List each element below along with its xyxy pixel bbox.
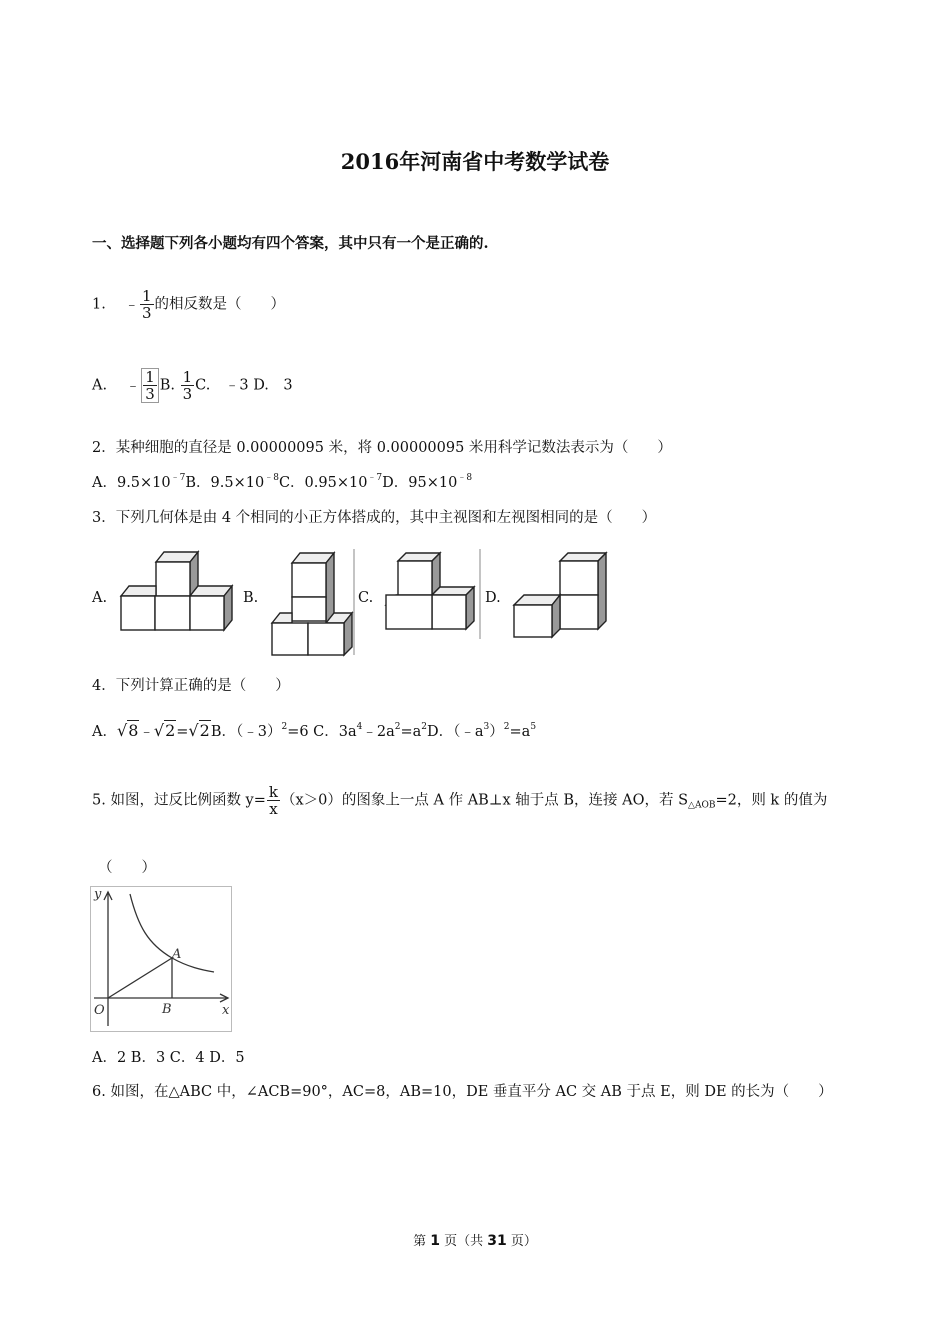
q4-optB-exp: 2	[281, 722, 288, 732]
sqrt-8: √8	[116, 721, 139, 740]
q1-optA-den: 3	[145, 385, 155, 403]
q1-text: 的相反数是（ ）	[154, 296, 285, 313]
q5-frac-den: x	[267, 800, 280, 817]
q2-options	[92, 470, 472, 492]
q3-figure-b	[268, 549, 358, 657]
footer-post: 页）	[506, 1234, 537, 1249]
q1-number: 1.	[92, 296, 106, 313]
q1-optA-fraction	[141, 368, 159, 403]
graph-y-label: y	[94, 887, 102, 902]
q4-optC-mid: ﹣2a	[362, 724, 395, 740]
q4-optD-label: D．（﹣a	[427, 724, 484, 740]
q4-r8: 8	[128, 721, 139, 740]
q1-options	[92, 368, 293, 403]
q1-optB-num: 1	[182, 368, 193, 386]
q3-label-b: B.	[243, 590, 259, 606]
page-footer	[0, 1230, 950, 1249]
footer-total-pages: 31	[487, 1233, 507, 1249]
graph-origin-label: O	[94, 1003, 105, 1018]
q1-optD: D. 3	[253, 377, 293, 394]
q3-figure-d	[512, 549, 612, 641]
q1-optB-label: B.	[159, 377, 176, 394]
section-heading: 一、选择题下列各小题均有四个答案，其中只有一个是正确的.	[92, 235, 489, 252]
footer-page-number: 1	[430, 1233, 440, 1249]
q4-optB-rest: =6	[287, 724, 309, 740]
q5-options: A．2 B．3 C．4 D．5	[92, 1050, 245, 1066]
graph-x-label: x	[222, 1003, 230, 1018]
q4-r2: 2	[165, 721, 176, 740]
q5-fraction	[267, 784, 280, 817]
q5-frac-num: k	[268, 783, 278, 801]
q4-eq: =	[176, 724, 189, 740]
q1-optA-neg: ﹣	[125, 377, 141, 394]
q4-optA-label: A．	[92, 724, 117, 740]
q4-optD-e1: 3	[483, 722, 490, 732]
sqrt-2: √2	[153, 721, 176, 740]
q4-r2b: 2	[199, 721, 210, 740]
sqrt-2b: √2	[188, 721, 210, 740]
question-6: 6. 如图，在△ABC 中，∠ACB=90°，AC=8，AB=10，DE 垂直平分 AC 交 AB 于点 E，则 DE 的长为（ ）	[92, 1084, 833, 1100]
q2-optA: A．9.5×10	[92, 475, 171, 491]
q2-optA-exp: ﹣7	[170, 473, 186, 483]
question-4: 4．下列计算正确的是（ ）	[92, 678, 290, 694]
footer-mid: 页（共	[440, 1234, 488, 1249]
footer-pre: 第	[413, 1234, 431, 1249]
q4-optB-label: B．（﹣3）	[210, 724, 282, 740]
q4-optC-e1: 4	[356, 722, 363, 732]
q4-optC-e3: 2	[421, 722, 428, 732]
q4-optD-e3: 5	[530, 722, 537, 732]
q1-optB-fraction	[181, 369, 195, 402]
q2-optC-exp: ﹣7	[367, 473, 383, 483]
q2-optD-exp: ﹣8	[457, 473, 473, 483]
q1-optB-den: 3	[182, 385, 193, 403]
q2-optD: D．95×10	[382, 475, 458, 491]
q3-label-c: C.	[358, 590, 374, 606]
question-2: 2．某种细胞的直径是 0.00000095 米，将 0.00000095 米用科学记数法表示为（ ）	[92, 440, 672, 456]
q2-optB-exp: ﹣8	[264, 473, 279, 483]
q4-optC-mid2: =a	[400, 724, 422, 740]
q5-paren: （ ）	[98, 860, 156, 876]
q5-post: （x＞0）的图象上一点 A 作 AB⊥x 轴于点 B，连接 AO，若 S	[281, 792, 689, 809]
q2-optB: B．9.5×10	[185, 475, 265, 491]
q2-optC: C．0.95×10	[278, 475, 368, 491]
page-title: 2016年河南省中考数学试卷	[340, 149, 610, 174]
q4-optC-label: C．3a	[313, 724, 357, 740]
q5-sub: △AOB	[688, 800, 716, 811]
q4-options	[92, 720, 536, 741]
question-5	[92, 784, 827, 817]
q3-figure-c	[384, 549, 484, 643]
q3-label-d: D.	[485, 590, 501, 606]
q4-minus: ﹣	[139, 724, 154, 740]
q1-optC: C. ﹣3	[195, 377, 249, 394]
q4-optD-e2: 2	[503, 722, 510, 732]
q1-frac-den: 3	[141, 304, 152, 322]
q4-optD-mid2: =a	[509, 724, 531, 740]
q4-optD-mid: ）	[489, 724, 504, 740]
q5-post2: =2，则 k 的值为	[715, 792, 828, 809]
question-3: 3．下列几何体是由 4 个相同的小正方体搭成的，其中主视图和左视图相同的是（ ）	[92, 510, 657, 526]
q5-graph	[90, 886, 232, 1032]
q1-optA-num: 1	[145, 368, 155, 386]
question-1	[92, 288, 285, 321]
graph-point-a: A	[172, 947, 182, 962]
q1-neg: ﹣	[124, 296, 139, 313]
q3-figure-a	[118, 548, 240, 632]
q5-pre: 5. 如图，过反比例函数 y=	[92, 792, 266, 809]
graph-point-b: B	[162, 1002, 172, 1017]
q4-optC-e2: 2	[394, 722, 401, 732]
q1-frac-num: 1	[141, 287, 152, 305]
q3-label-a: A.	[92, 590, 108, 606]
q1-optA-label: A.	[92, 377, 108, 394]
q1-fraction	[140, 288, 154, 321]
